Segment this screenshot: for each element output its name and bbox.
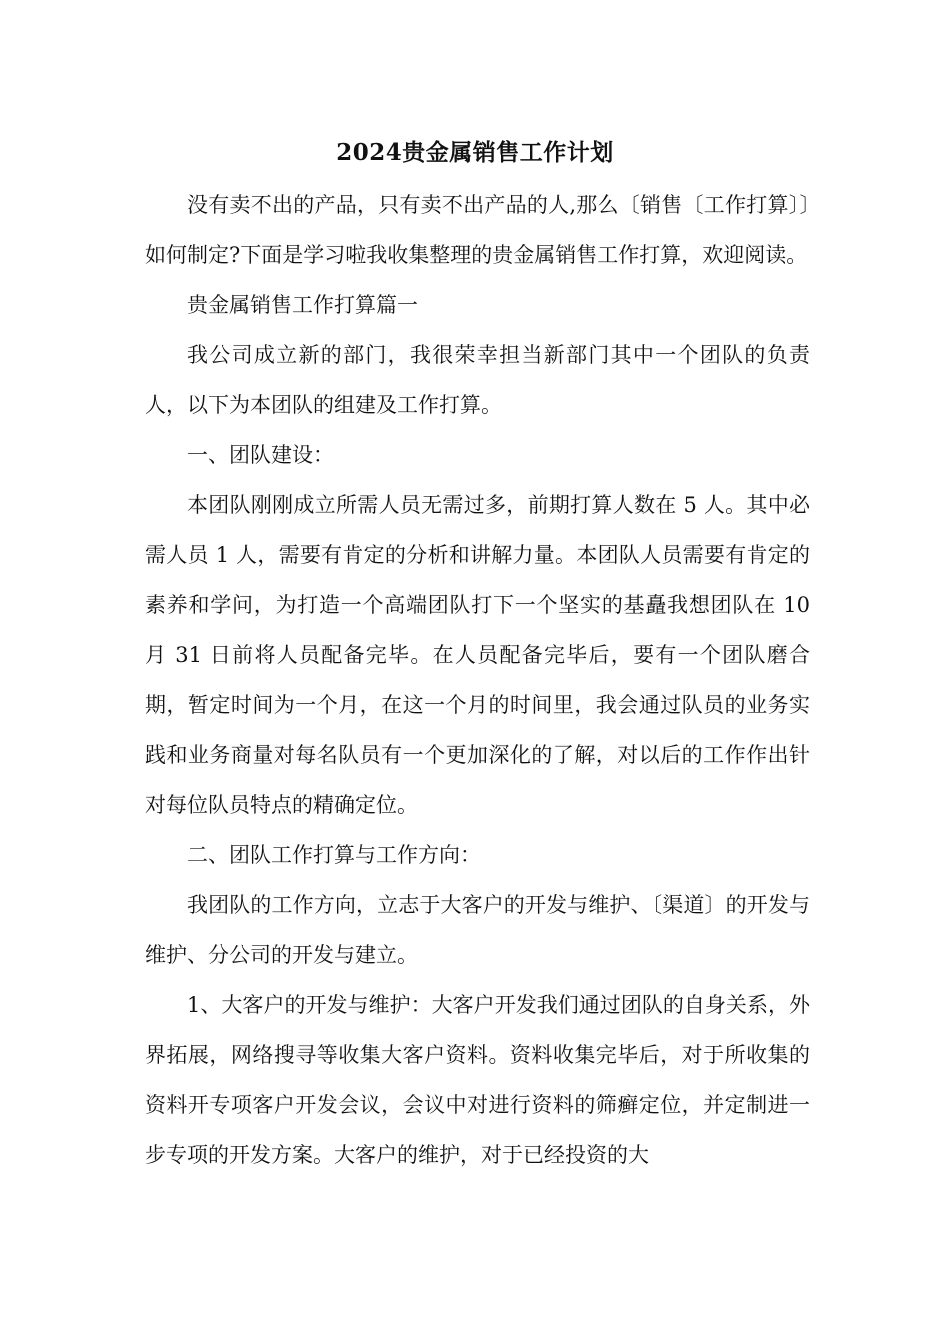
paragraph-intro: 没有卖不出的产品，只有卖不出产品的人,那么〔销售〔工作打算〕〕如何制定?下面是学习啦我收集整理的贵金属销售工作打算，欢迎阅读。	[145, 193, 810, 267]
document-body	[145, 180, 810, 1180]
paragraph-work-direction: 我团队的工作方向，立志于大客户的开发与维护、〔渠道〕的开发与维护、分公司的开发与建立。	[145, 893, 810, 967]
paragraph-key-accounts: 1、大客户的开发与维护：大客户开发我们通过团队的自身关系，外界拓展，网络搜寻等收集大客户资料。资料收集完毕后，对于所收集的资料开专项客户开发会议，会议中对进行资料的筛癣定位，并定制进一步专项的开发方案。大客户的维护，对于已经投资的大	[145, 993, 810, 1167]
document-title: 2024贵金属销售工作计划	[336, 139, 614, 166]
paragraph-team-building: 本团队刚刚成立所需人员无需过多，前期打算人数在 5 人。其中必需人员 1 人，需要有肯定的分析和讲解力量。本团队人员需要有肯定的素养和学问，为打造一个高端团队打下一个坚实的基矗我想团队在 10 月 31 日前将人员配备完毕。在人员配备完毕后，要有一个团队磨合期，暂定时间为一个月，在这一个月的时间里，我会通过队员的业务实践和业务商量对每名队员有一个更加深化的了解，对以后的工作作出针对每位队员特点的精确定位。	[145, 493, 810, 817]
section-heading-work-plan: 二、团队工作打算与工作方向：	[187, 843, 481, 867]
section-heading-team-building: 一、团队建设：	[187, 443, 334, 467]
paragraph-new-department: 我公司成立新的部门，我很荣幸担当新部门其中一个团队的负责人，以下为本团队的组建及工作打算。	[145, 343, 810, 417]
section-heading-part-one: 贵金属销售工作打算篇一	[187, 293, 418, 317]
